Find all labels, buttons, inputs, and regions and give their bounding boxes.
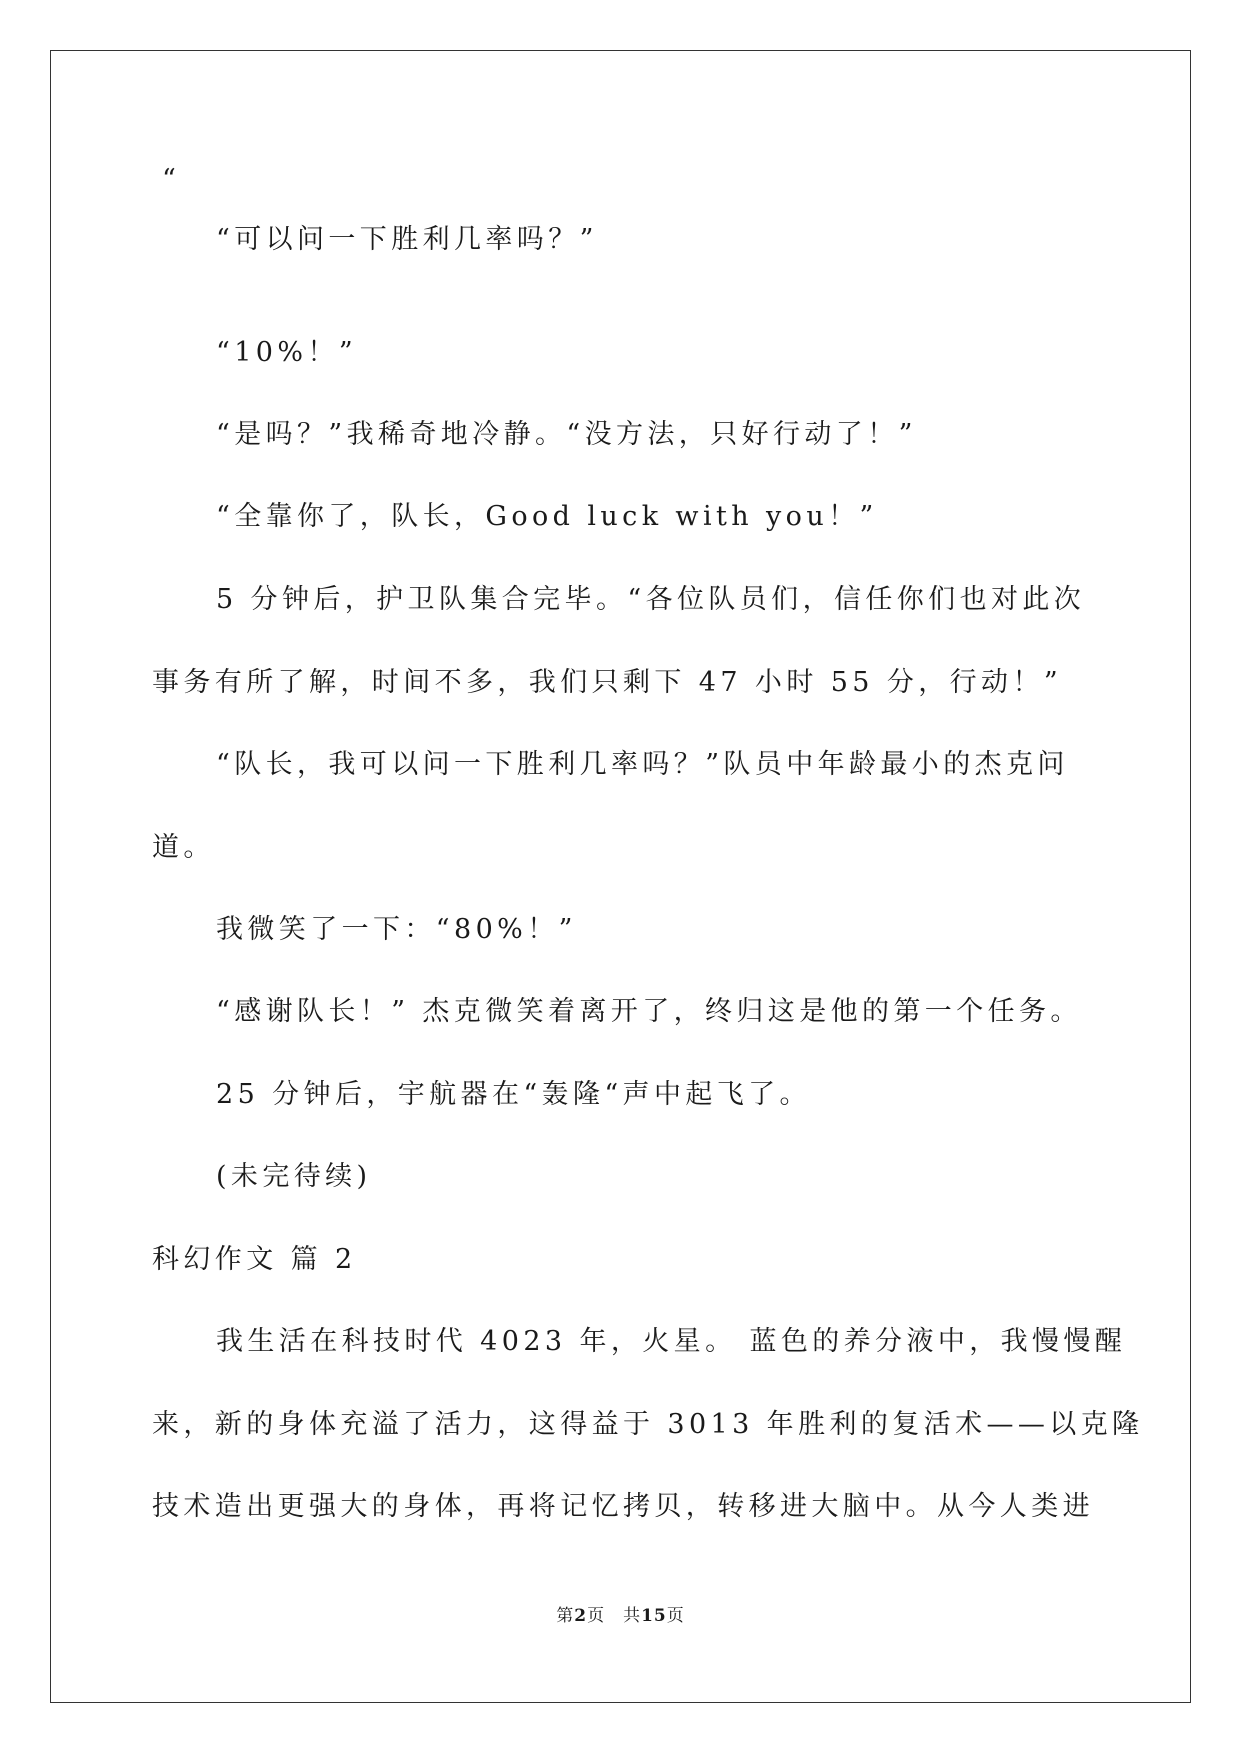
text-line: 事务有所了解，时间不多，我们只剩下 47 小时 55 分，行动！” [152, 667, 1063, 698]
text-line: “队长，我可以问一下胜利几率吗？”队员中年龄最小的杰克问 [216, 749, 1069, 780]
text-line: 来，新的身体充溢了活力，这得益于 3013 年胜利的复活术——以克隆 [152, 1409, 1144, 1440]
page-border [50, 50, 1191, 1703]
footer-page-prefix: 第 [556, 1606, 575, 1626]
text-line: 技术造出更强大的身体，再将记忆拷贝，转移进大脑中。从今人类进 [152, 1491, 1094, 1522]
text-line: 我生活在科技时代 4023 年，火星。 蓝色的养分液中，我慢慢醒 [216, 1326, 1127, 1357]
footer-total-prefix: 共 [623, 1606, 642, 1626]
text-line: “感谢队长！” 杰克微笑着离开了，终归这是他的第一个任务。 [216, 996, 1082, 1027]
text-line-quote-mark: “ [162, 164, 181, 195]
text-line: 道。 [152, 832, 215, 863]
footer-total-suffix: 页 [666, 1606, 685, 1626]
text-line: 5 分钟后，护卫队集合完毕。“各位队员们，信任你们也对此次 [216, 584, 1086, 615]
footer-total-pages: 15 [641, 1606, 667, 1626]
footer-page-suffix: 页 [587, 1606, 606, 1626]
text-line: 25 分钟后，宇航器在“轰隆“声中起飞了。 [216, 1079, 811, 1110]
section-heading: 科幻作文 篇 2 [152, 1244, 357, 1275]
text-line: “10%！” [216, 337, 358, 368]
text-line: “全靠你了，队长，Good luck with you！” [216, 501, 878, 532]
page-footer [0, 1601, 1241, 1626]
text-line: “可以问一下胜利几率吗？” [216, 224, 598, 255]
text-line: (未完待续) [216, 1161, 372, 1192]
footer-page-number: 2 [574, 1606, 588, 1626]
text-line: 我微笑了一下：“80%！” [216, 914, 577, 945]
text-line: “是吗？”我稀奇地冷静。“没方法，只好行动了！” [216, 419, 917, 450]
